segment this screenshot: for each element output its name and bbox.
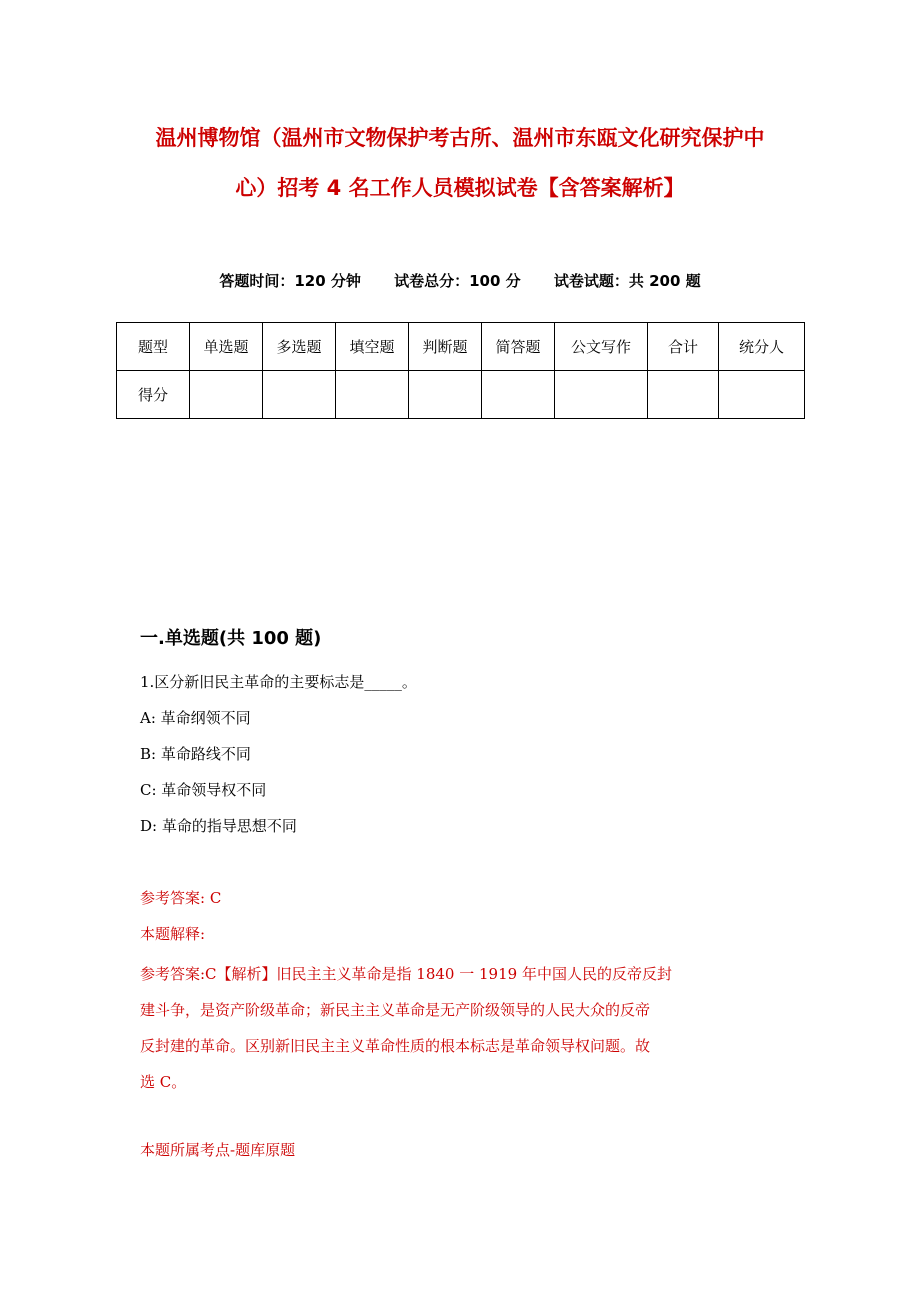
option-d: D: 革命的指导思想不同 — [140, 817, 297, 835]
option-c: C: 革命领导权不同 — [140, 781, 267, 799]
score-cell — [648, 371, 719, 419]
reference-answer: 参考答案: C — [140, 889, 222, 907]
score-cell — [409, 371, 482, 419]
explanation-label: 本题解释: — [140, 925, 206, 943]
question-stem: 1.区分新旧民主革命的主要标志是_____。 — [140, 673, 417, 691]
explanation-body — [140, 956, 780, 1100]
header-cell: 单选题 — [190, 323, 263, 371]
exam-question-count: 试卷试题：共 200 题 — [553, 272, 701, 290]
option-b: B: 革命路线不同 — [140, 745, 251, 763]
exam-total-score: 试卷总分：100 分 — [394, 272, 521, 290]
section-title: 一.单选题(共 100 题) — [140, 628, 322, 649]
score-cell — [263, 371, 336, 419]
header-cell: 题型 — [117, 323, 190, 371]
explanation-line: 选 C。 — [140, 1073, 187, 1091]
explanation-line: 参考答案:C【解析】旧民主主义革命是指 1840 一 1919 年中国人民的反帝反封 — [140, 965, 672, 983]
exam-meta — [0, 270, 920, 291]
score-table-score-row — [117, 371, 805, 419]
score-cell — [336, 371, 409, 419]
document-title-line-1: 温州博物馆（温州市文物保护考古所、温州市东瓯文化研究保护中 — [155, 126, 765, 150]
explanation-line: 反封建的革命。区别新旧民主主义革命性质的根本标志是革命领导权问题。故 — [140, 1037, 651, 1055]
exam-time: 答题时间：120 分钟 — [219, 272, 361, 290]
header-cell: 合计 — [648, 323, 719, 371]
score-cell — [482, 371, 555, 419]
score-cell — [719, 371, 805, 419]
header-cell: 简答题 — [482, 323, 555, 371]
score-table-header-row — [117, 323, 805, 371]
document-title-line-2: 心）招考 4 名工作人员模拟试卷【含答案解析】 — [235, 176, 685, 200]
header-cell: 公文写作 — [555, 323, 648, 371]
header-cell: 判断题 — [409, 323, 482, 371]
header-cell: 填空题 — [336, 323, 409, 371]
score-cell — [190, 371, 263, 419]
explanation-line: 建斗争，是资产阶级革命；新民主主义革命是无产阶级领导的人民大众的反帝 — [140, 1001, 651, 1019]
header-cell: 多选题 — [263, 323, 336, 371]
score-cell — [555, 371, 648, 419]
score-row-label: 得分 — [117, 371, 190, 419]
question-source: 本题所属考点-题库原题 — [140, 1141, 296, 1159]
option-a: A: 革命纲领不同 — [140, 709, 251, 727]
score-table — [116, 322, 805, 419]
header-cell: 统分人 — [719, 323, 805, 371]
